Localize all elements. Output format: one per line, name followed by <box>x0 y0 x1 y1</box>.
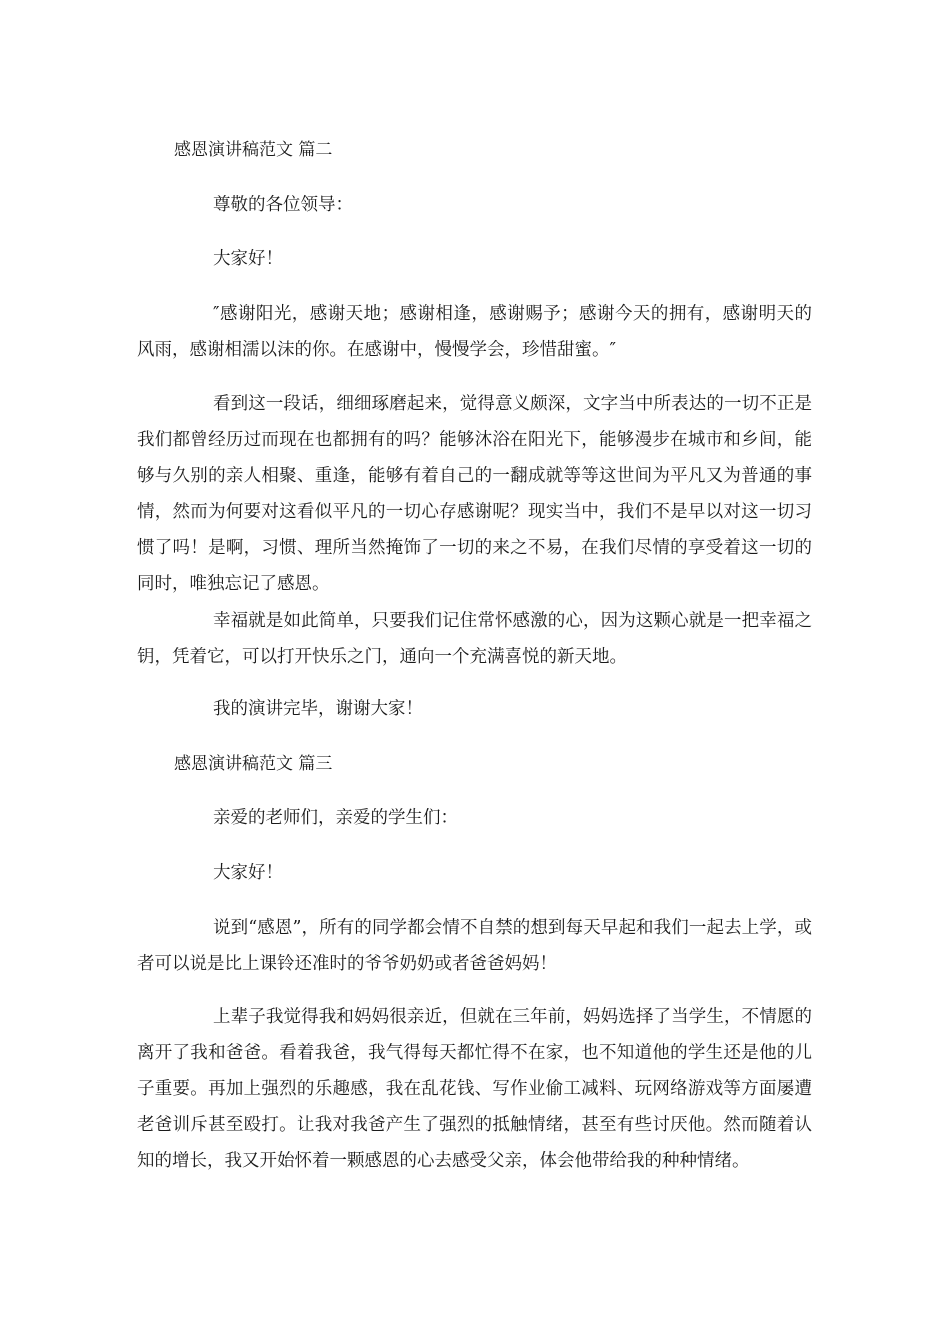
body-paragraph-2-2: 幸福就是如此简单，只要我们记住常怀感激的心，因为这颗心就是一把幸福之钥，凭着它，可以打开快乐之门，通向一个充满喜悦的新天地。 <box>137 611 812 667</box>
greeting-2: 大家好！ <box>213 249 283 269</box>
salutation-3: 亲爱的老师们，亲爱的学生们： <box>213 808 458 828</box>
greeting-3: 大家好！ <box>213 863 283 883</box>
body-paragraph-3-2: 上辈子我觉得我和妈妈很亲近，但就在三年前，妈妈选择了当学生，不情愿的离开了我和爸爸。看着我爸，我气得每天都忙得不在家，也不知道他的学生还是他的儿子重要。再加上强烈的乐趣感，我在乱花钱、写作业偷工减料、玩网络游戏等方面屡遭老爸训斥甚至殴打。让我对我爸产生了强烈的抵触情绪，甚至有些讨厌他。然而随着认知的增长，我又开始怀着一颗感恩的心去感受父亲，体会他带给我的种种情绪。 <box>137 1007 812 1171</box>
quote-paragraph: ″感谢阳光，感谢天地；感谢相逢，感谢赐予；感谢今天的拥有，感谢明天的风雨，感谢相濡以沫的你。在感谢中，慢慢学会，珍惜甜蜜。″ <box>137 304 812 360</box>
section-heading-3: 感恩演讲稿范文 篇三 <box>174 754 333 774</box>
body-paragraph-3-1: 说到“感恩”，所有的同学都会情不自禁的想到每天早起和我们一起去上学，或者可以说是比上课铃还准时的爷爷奶奶或者爸爸妈妈！ <box>137 918 812 974</box>
body-paragraph-2-1: 看到这一段话，细细琢磨起来，觉得意义颇深，文字当中所表达的一切不正是我们都曾经历过而现在也都拥有的吗？能够沐浴在阳光下，能够漫步在城市和乡间，能够与久别的亲人相聚、重逢，能够有着自己的一翻成就等等这世间为平凡又为普通的事情，然而为何要对这看似平凡的一切心存感谢呢？现实当中，我们不是早以对这一切习惯了吗！是啊，习惯、理所当然掩饰了一切的来之不易，在我们尽情的享受着这一切的同时，唯独忘记了感恩。 <box>137 394 812 594</box>
salutation-2: 尊敬的各位领导： <box>213 195 353 215</box>
closing-2: 我的演讲完毕，谢谢大家！ <box>213 699 423 719</box>
section-heading-2: 感恩演讲稿范文 篇二 <box>174 140 333 160</box>
